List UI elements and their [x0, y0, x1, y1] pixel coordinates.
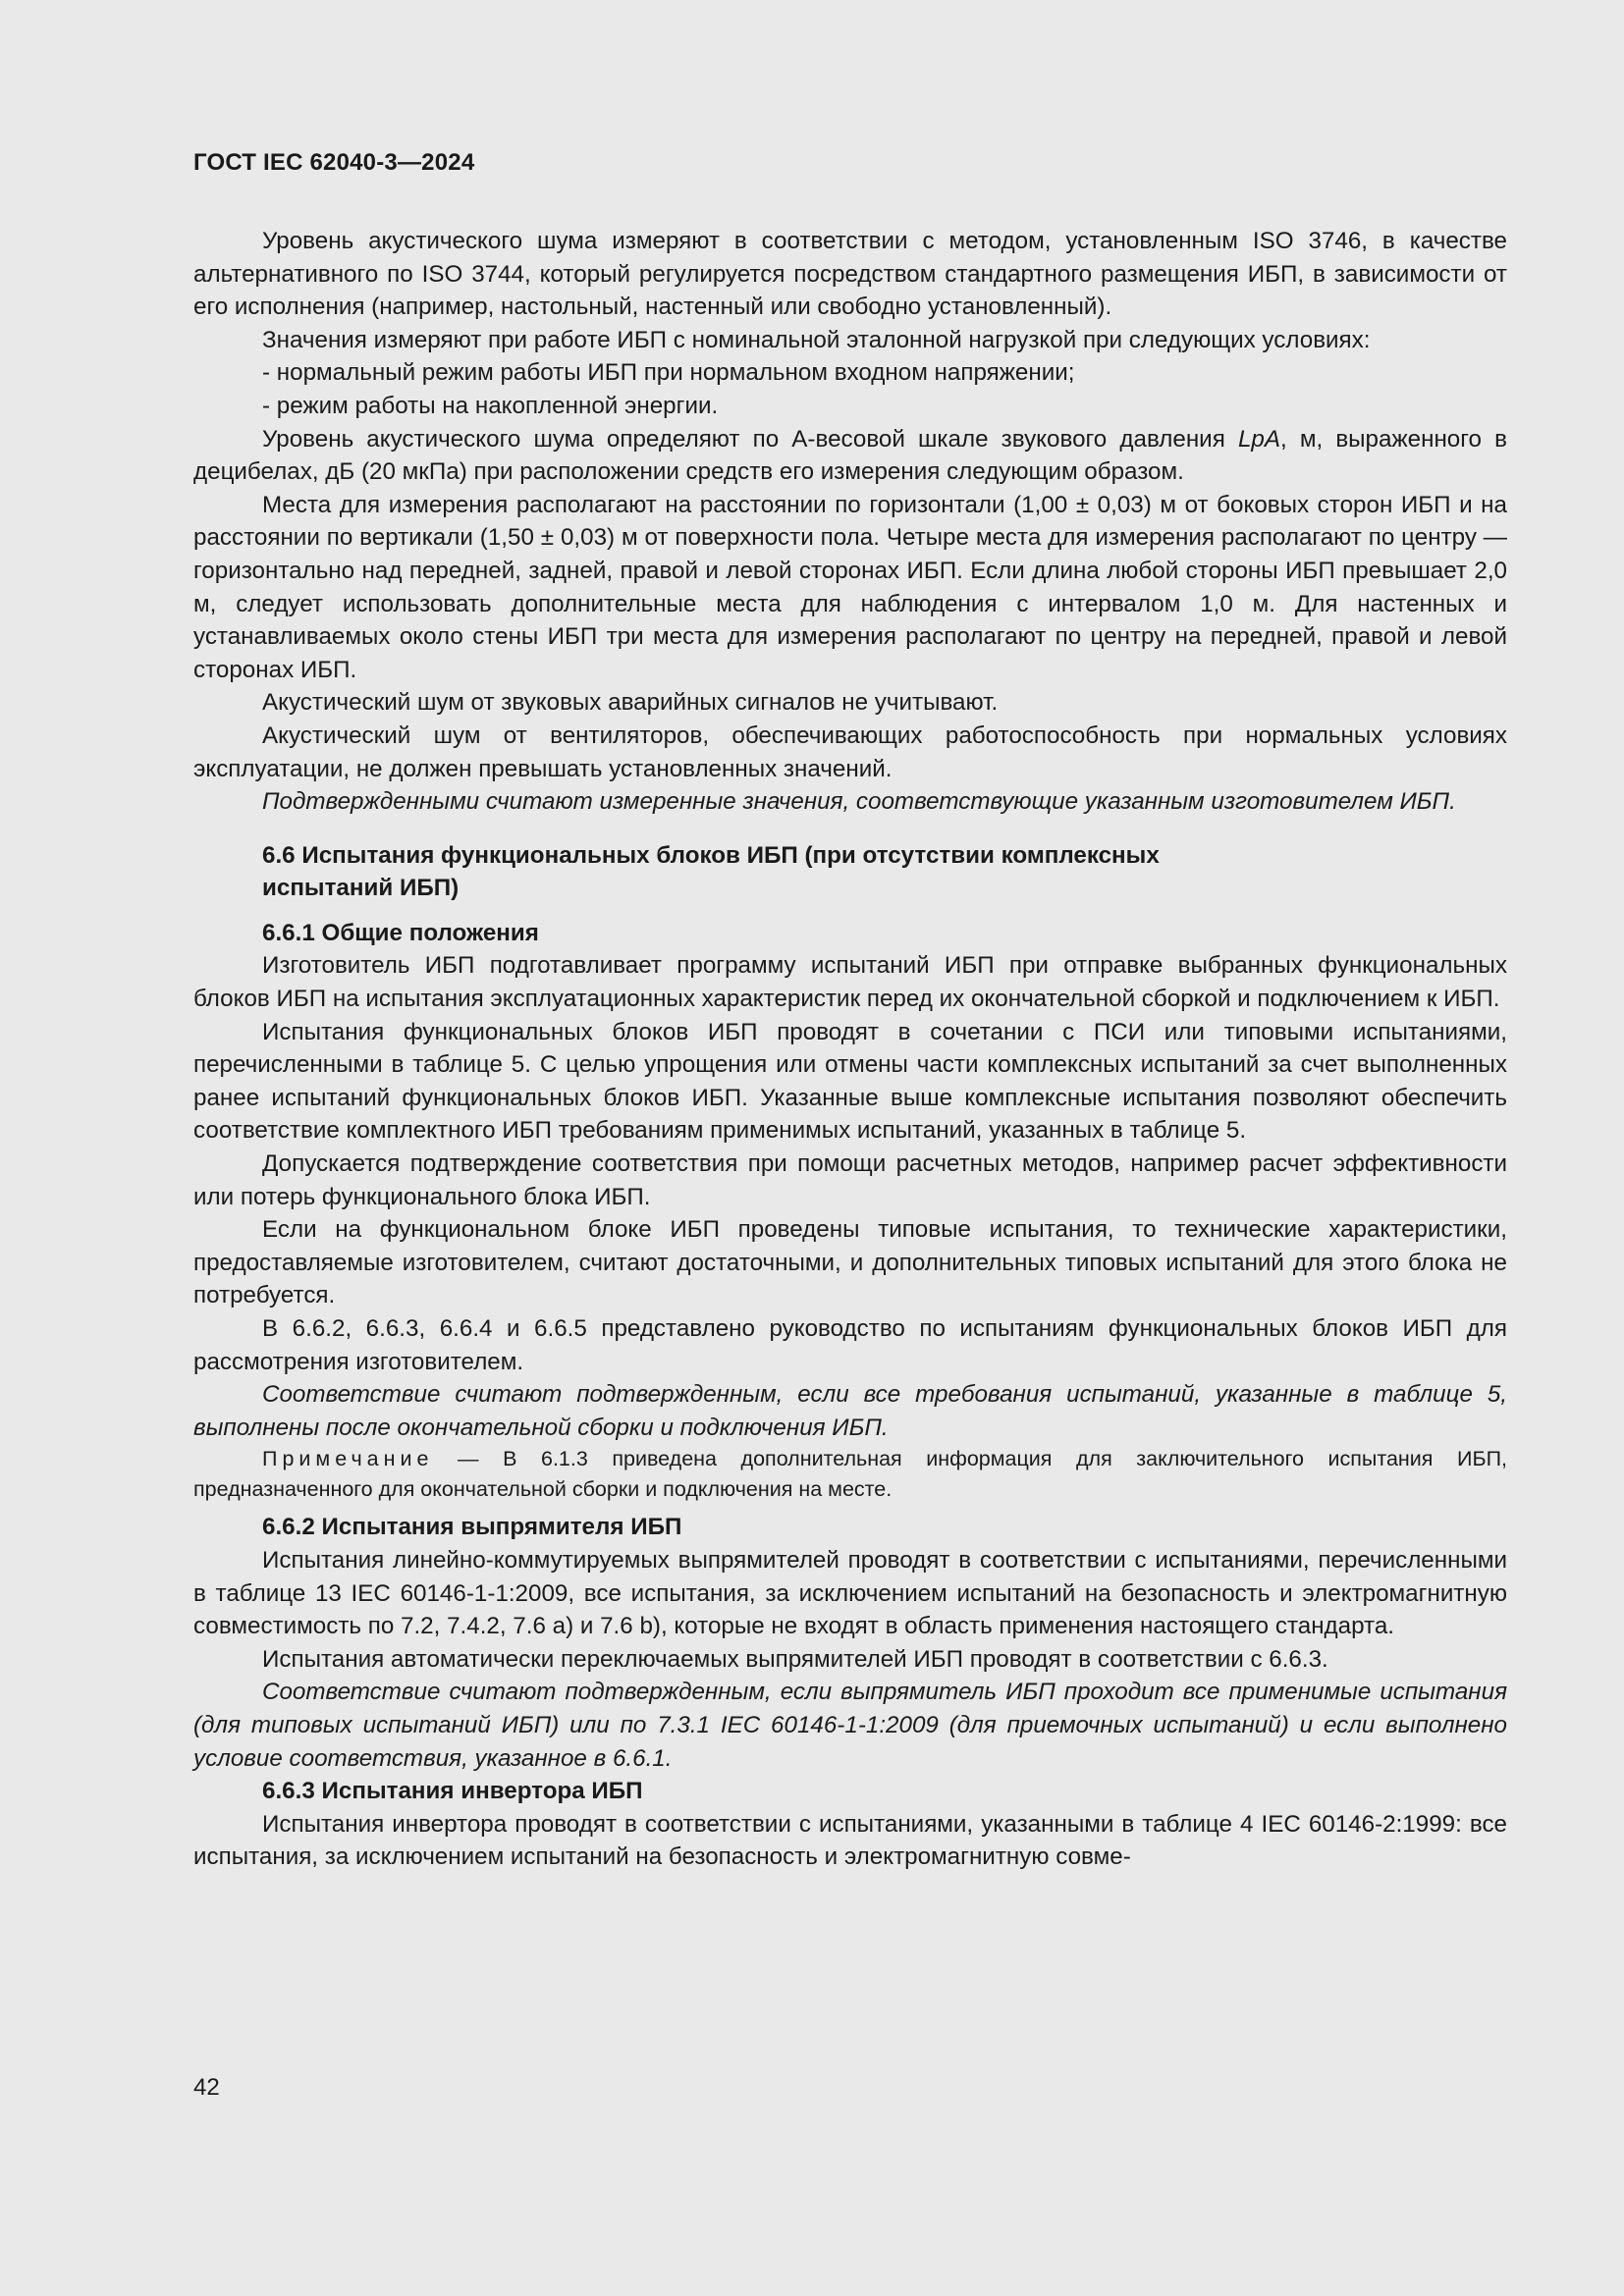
list-item: - нормальный режим работы ИБП при нормальном входном напряжении;	[262, 359, 1075, 387]
heading-line: 6.6 Испытания функциональных блоков ИБП (при отсутствии комплексных	[262, 841, 1160, 869]
paragraph: Испытания линейно-коммутируемых выпрямителей проводят в соответствии с испытаниями, перечисленными в таблице 13 IEC 60146-1-1:2009, все испытания, за исключением испытаний на безопасность и электромагнитную совместимость по 7.2, 7.4.2, 7.6 a) и 7.6 b), которые не входят в область применения настоящего стандарта.	[193, 1546, 1507, 1640]
note-text: — В 6.1.3 приведена дополнительная информация для заключительного испытания ИБП, предназначенного для окончательной сборки и подключения на месте.	[193, 1447, 1507, 1502]
paragraph: Испытания функциональных блоков ИБП проводят в сочетании с ПСИ или типовыми испытаниями, перечисленными в таблице 5. С целью упрощения или отмены части комплексных испытаний за счет выполненных ранее испытаний функциональных блоков ИБП. Указанные выше комплексные испытания позволяют обеспечить соответствие комплектного ИБП требованиям применимых испытаний, указанных в таблице 5.	[193, 1018, 1507, 1145]
section-heading-6-6-2: 6.6.2 Испытания выпрямителя ИБП	[262, 1514, 682, 1541]
paragraph	[193, 423, 1507, 489]
paragraph: Изготовитель ИБП подготавливает программу испытаний ИБП при отправке выбранных функциональных блоков ИБП на испытания эксплуатационных характеристик перед их окончательной сборкой и подключением к ИБП.	[193, 952, 1507, 1013]
text-run: Уровень акустического шума определяют по А-весовой шкале звукового давления	[262, 425, 1238, 453]
text-run: , м, выраженного в децибелах, дБ (20 мкПа) при расположении средств его измерения следующим образом.	[193, 425, 1507, 486]
page-number: 42	[193, 2074, 220, 2101]
paragraph: Места для измерения располагают на расстоянии по горизонтали (1,00 ± 0,03) м от боковых сторон ИБП и на расстоянии по вертикали (1,50 ± 0,03) м от поверхности пола. Четыре места для измерения располагают по центру — горизонтально над передней, задней, правой и левой сторонах ИБП. Если длина любой стороны ИБП превышает 2,0 м, следует использовать дополнительные места для наблюдения с интервалом 1,0 м. Для настенных и устанавливаемых около стены ИБП три места для измерения располагают по центру на передней, правой и левой сторонах ИБП.	[193, 491, 1507, 683]
paragraph: Акустический шум от вентиляторов, обеспечивающих работоспособность при нормальных условиях эксплуатации, не должен превышать установленных значений.	[193, 721, 1507, 782]
paragraph: Испытания автоматически переключаемых выпрямителей ИБП проводят в соответствии с 6.6.3.	[262, 1645, 1328, 1673]
paragraph: Уровень акустического шума измеряют в соответствии с методом, установленным ISO 3746, в качестве альтернативного по ISO 3744, который регулируется посредством стандартного размещения ИБП, в зависимости от его исполнения (например, настольный, настенный или свободно установленный).	[193, 228, 1507, 321]
document-header: ГОСТ IEC 62040-3—2024	[193, 149, 475, 176]
list-item: - режим работы на накопленной энергии.	[262, 392, 719, 419]
paragraph: Если на функциональном блоке ИБП проведены типовые испытания, то технические характеристики, предоставляемые изготовителем, считают достаточными, и дополнительных типовых испытаний для этого блока не потребуется.	[193, 1216, 1507, 1309]
document-body	[193, 225, 1507, 1874]
paragraph: Акустический шум от звуковых аварийных сигналов не учитывают.	[262, 689, 999, 717]
paragraph: Значения измеряют при работе ИБП с номинальной эталонной нагрузкой при следующих условиях:	[262, 326, 1371, 353]
section-heading-6-6	[193, 839, 1391, 905]
heading-line: испытаний ИБП)	[262, 875, 460, 902]
variable-lpa: LpA	[1237, 425, 1280, 453]
paragraph-italic: Соответствие считают подтвержденным, если все требования испытаний, указанные в таблице 5, выполнены после окончательной сборки и подключения ИБП.	[193, 1381, 1507, 1441]
section-heading-6-6-1: 6.6.1 Общие положения	[262, 919, 539, 946]
note-label: Примечание	[262, 1447, 434, 1471]
paragraph: Допускается подтверждение соответствия при помощи расчетных методов, например расчет эффективности или потерь функционального блока ИБП.	[193, 1150, 1507, 1210]
paragraph-italic: Соответствие считают подтвержденным, если выпрямитель ИБП проходит все применимые испытания (для типовых испытаний ИБП) или по 7.3.1 IEC 60146-1-1:2009 (для приемочных испытаний) и если выполнено условие соответствия, указанное в 6.6.1.	[193, 1679, 1507, 1772]
section-heading-6-6-3: 6.6.3 Испытания инвертора ИБП	[262, 1778, 643, 1805]
paragraph-italic: Подтвержденными считают измеренные значения, соответствующие указанным изготовителем ИБП.	[262, 788, 1456, 816]
document-page	[193, 0, 1507, 2296]
paragraph: Испытания инвертора проводят в соответствии с испытаниями, указанными в таблице 4 IEC 60146-2:1999: все испытания, за исключением испытаний на безопасность и электромагнитную совме-	[193, 1810, 1507, 1871]
note	[193, 1444, 1507, 1505]
paragraph: В 6.6.2, 6.6.3, 6.6.4 и 6.6.5 представлено руководство по испытаниям функциональных блоков ИБП для рассмотрения изготовителем.	[193, 1315, 1507, 1375]
